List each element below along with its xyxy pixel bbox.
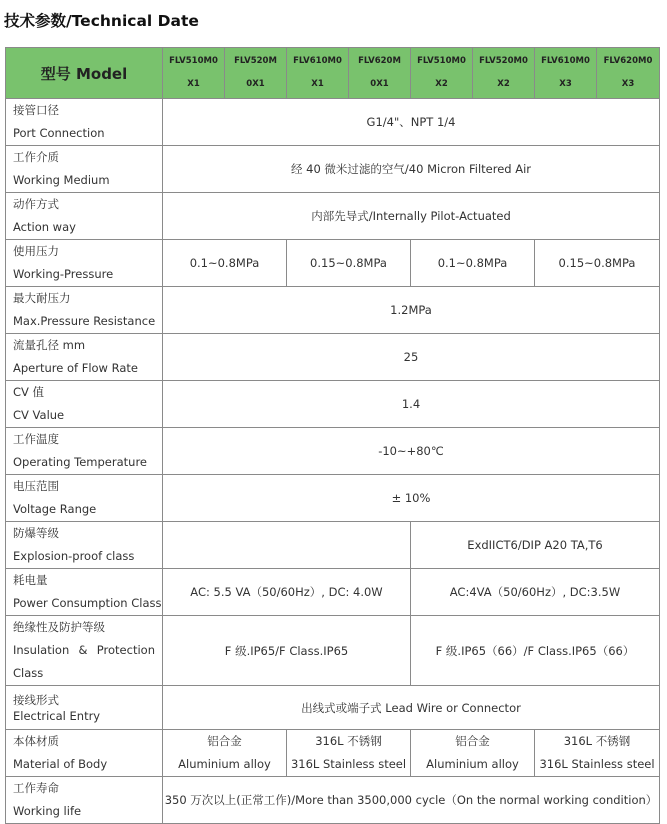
value-cell: 0.15~0.8MPa — [535, 240, 660, 287]
param-label — [6, 475, 163, 522]
value-cn: 铝合金 — [455, 734, 490, 748]
param-en: Max.Pressure Resistance — [13, 314, 156, 328]
row-working-pressure — [6, 240, 660, 287]
value-cn: 316L 不锈钢 — [315, 734, 382, 748]
spec-table — [5, 47, 660, 824]
param-en: Working-Pressure — [13, 267, 114, 281]
value-cell: 0.1~0.8MPa — [163, 240, 287, 287]
param-cn: 防爆等级 — [13, 526, 59, 540]
model-column-header — [225, 48, 287, 99]
param-en: Power Consumption Class — [13, 596, 162, 610]
value-cell: 出线式或端子式 Lead Wire or Connector — [163, 686, 660, 730]
param-cn: 工作温度 — [13, 432, 59, 446]
param-cn: 电压范围 — [13, 479, 59, 493]
page-title: 技术参数/Technical Date — [4, 12, 199, 30]
param-en: Working Medium — [13, 173, 110, 187]
model-code-line2: X1 — [187, 79, 200, 89]
param-en: Port Connection — [13, 126, 105, 140]
model-column-header — [597, 48, 660, 99]
row-voltage-range — [6, 475, 660, 522]
param-en-word: & — [78, 643, 88, 657]
param-cn: 工作介质 — [13, 150, 59, 164]
value-cell — [535, 730, 660, 777]
param-en: Aperture of Flow Rate — [13, 361, 138, 375]
param-cn: 耗电量 — [13, 573, 48, 587]
model-code-line1: FLV620M — [358, 56, 401, 66]
param-en-word: Protection — [96, 643, 155, 657]
value-cell: 0.15~0.8MPa — [287, 240, 411, 287]
param-en: Material of Body — [13, 757, 108, 771]
param-label — [6, 522, 163, 569]
param-cn: 接线形式 — [13, 692, 59, 707]
param-cn: 工作寿命 — [13, 781, 59, 795]
header-row — [6, 48, 660, 99]
param-label — [6, 730, 163, 777]
param-label — [6, 287, 163, 334]
model-column-header — [349, 48, 411, 99]
param-en: Electrical Entry — [13, 708, 101, 723]
row-power-consumption — [6, 569, 660, 616]
param-label — [6, 569, 163, 616]
row-temperature — [6, 428, 660, 475]
row-material — [6, 730, 660, 777]
value-cell: G1/4"、NPT 1/4 — [163, 99, 660, 146]
model-code-line2: X2 — [497, 79, 510, 89]
row-action-way — [6, 193, 660, 240]
model-code-line1: FLV520M0 — [479, 56, 528, 66]
model-header: 型号 Model — [6, 48, 163, 99]
model-code-line2: X1 — [311, 79, 324, 89]
value-cell: 1.2MPa — [163, 287, 660, 334]
param-en-line3: Class — [13, 666, 44, 680]
value-en: 316L Stainless steel — [290, 757, 407, 771]
param-label — [6, 381, 163, 428]
value-cell: -10~+80℃ — [163, 428, 660, 475]
param-cn: 接管口径 — [13, 103, 59, 117]
value-cell — [163, 730, 287, 777]
param-en: Voltage Range — [13, 502, 97, 516]
model-column-header — [163, 48, 225, 99]
param-label — [6, 777, 163, 824]
param-en: Working life — [13, 804, 82, 818]
value-cell: 内部先导式/Internally Pilot-Actuated — [163, 193, 660, 240]
row-working-life — [6, 777, 660, 824]
param-en: Action way — [13, 220, 76, 234]
model-code-line1: FLV510M0 — [169, 56, 218, 66]
row-max-pressure — [6, 287, 660, 334]
param-label — [6, 240, 163, 287]
model-column-header — [535, 48, 597, 99]
model-code-line1: FLV520M — [234, 56, 277, 66]
value-cell: 25 — [163, 334, 660, 381]
value-cell — [411, 730, 535, 777]
model-code-line1: FLV620M0 — [603, 56, 653, 66]
value-cell: AC:4VA（50/60Hz）, DC:3.5W — [411, 569, 660, 616]
value-cell: 1.4 — [163, 381, 660, 428]
value-cell: ExdIICT6/DIP A20 TA,T6 — [411, 522, 660, 569]
param-en: CV Value — [13, 408, 65, 422]
model-code-line1: FLV610M0 — [541, 56, 590, 66]
model-column-header — [411, 48, 473, 99]
row-working-medium — [6, 146, 660, 193]
row-insulation — [6, 616, 660, 686]
model-code-line2: 0X1 — [370, 79, 389, 89]
row-explosion-proof — [6, 522, 660, 569]
value-cell: 0.1~0.8MPa — [411, 240, 535, 287]
value-cell: F 级.IP65/F Class.IP65 — [163, 616, 411, 686]
param-cn: 本体材质 — [13, 734, 59, 748]
param-cn: 使用压力 — [13, 244, 59, 258]
param-label — [6, 146, 163, 193]
value-en: Aluminium alloy — [178, 757, 271, 771]
value-cell: 经 40 微米过滤的空气/40 Micron Filtered Air — [163, 146, 660, 193]
row-electrical-entry — [6, 686, 660, 730]
value-cell — [287, 730, 411, 777]
value-cell: F 级.IP65（66）/F Class.IP65（66） — [411, 616, 660, 686]
model-code-line2: 0X1 — [246, 79, 265, 89]
model-code-line1: FLV610M0 — [293, 56, 342, 66]
row-port-connection — [6, 99, 660, 146]
value-cell — [163, 522, 411, 569]
value-en: Aluminium alloy — [426, 757, 519, 771]
param-label — [6, 334, 163, 381]
model-code-line1: FLV510M0 — [417, 56, 466, 66]
param-label — [6, 99, 163, 146]
param-label — [6, 686, 163, 730]
param-cn: 动作方式 — [13, 197, 59, 211]
model-column-header — [287, 48, 349, 99]
param-cn: 最大耐压力 — [13, 291, 71, 305]
row-cv-value — [6, 381, 660, 428]
value-cell: 350 万次以上(正常工作)/More than 3500,000 cycle（On the normal working condition） — [163, 777, 660, 824]
param-en — [13, 639, 162, 662]
value-cell: ± 10% — [163, 475, 660, 522]
param-en: Explosion-proof class — [13, 549, 135, 563]
model-code-line2: X3 — [621, 79, 635, 89]
param-cn: 流量孔径 mm — [13, 338, 86, 352]
model-code-line2: X3 — [559, 79, 572, 89]
value-cn: 铝合金 — [207, 734, 242, 748]
param-cn: 绝缘性及防护等级 — [13, 620, 105, 634]
value-en: 316L Stainless steel — [539, 757, 655, 771]
model-code-line2: X2 — [435, 79, 448, 89]
value-cell: AC: 5.5 VA（50/60Hz）, DC: 4.0W — [163, 569, 411, 616]
param-label — [6, 616, 163, 686]
param-label — [6, 193, 163, 240]
param-cn: CV 值 — [13, 385, 45, 399]
param-label — [6, 428, 163, 475]
param-en-word: Insulation — [13, 643, 70, 657]
row-aperture — [6, 334, 660, 381]
param-en: Operating Temperature — [13, 455, 147, 469]
model-column-header — [473, 48, 535, 99]
value-cn: 316L 不锈钢 — [563, 734, 631, 748]
